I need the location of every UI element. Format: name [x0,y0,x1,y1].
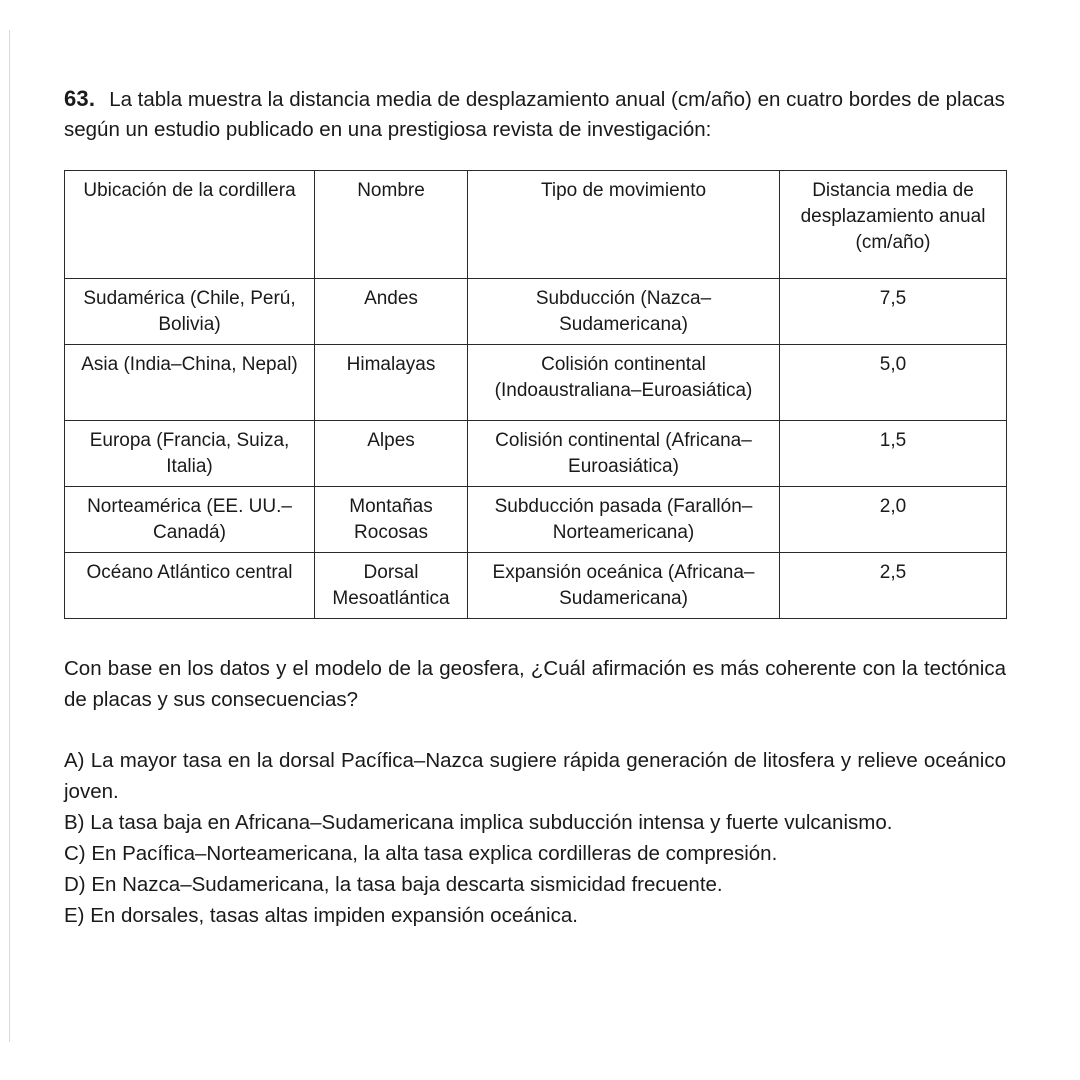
option-d[interactable]: D) En Nazca–Sudamericana, la tasa baja descarta sismicidad frecuente. [64,873,723,896]
table-row [65,279,1007,345]
left-margin-rule [9,30,10,1042]
page-content [64,0,1006,931]
column-header-nombre: Nombre [315,171,468,279]
question-stem-text: La tabla muestra la distancia media de desplazamiento anual (cm/año) en cuatro bordes de placas según un estudio publicado en una prestigiosa revista de investigación: [64,88,1005,141]
column-header-ubicacion: Ubicación de la cordillera [65,171,315,279]
cell-distancia: 2,5 [780,553,1007,619]
column-header-movimiento: Tipo de movimiento [468,171,780,279]
column-header-distancia: Distancia media de desplazamiento anual (cm/año) [780,171,1007,279]
answer-options [64,745,1006,931]
option-c[interactable]: C) En Pacífica–Norteamericana, la alta tasa explica cordilleras de compresión. [64,842,778,865]
cell-ubicacion: Norteamérica (EE. UU.–Canadá) [65,487,315,553]
cell-ubicacion: Europa (Francia, Suiza, Italia) [65,421,315,487]
cell-movimiento: Subducción pasada (Farallón–Norteamericana) [468,487,780,553]
cell-distancia: 2,0 [780,487,1007,553]
cell-nombre: Montañas Rocosas [315,487,468,553]
option-a[interactable]: A) La mayor tasa en la dorsal Pacífica–Nazca sugiere rápida generación de litosfera y relieve oceánico joven. [64,749,1006,803]
cell-ubicacion: Sudamérica (Chile, Perú, Bolivia) [65,279,315,345]
question-number: 63. [64,86,96,111]
cell-movimiento: Subducción (Nazca–Sudamericana) [468,279,780,345]
cell-movimiento: Expansión oceánica (Africana–Sudamericana) [468,553,780,619]
cell-distancia: 7,5 [780,279,1007,345]
table-header-row [65,171,1007,279]
cell-nombre: Andes [315,279,468,345]
cell-nombre: Himalayas [315,345,468,421]
cell-nombre: Alpes [315,421,468,487]
cell-ubicacion: Asia (India–China, Nepal) [65,345,315,421]
cell-movimiento: Colisión continental (Indoaustraliana–Euroasiática) [468,345,780,421]
table-row [65,421,1007,487]
option-b[interactable]: B) La tasa baja en Africana–Sudamericana implica subducción intensa y fuerte vulcanismo. [64,811,893,834]
cell-ubicacion: Océano Atlántico central [65,553,315,619]
question-prompt: Con base en los datos y el modelo de la geosfera, ¿Cuál afirmación es más coherente con la tectónica de placas y sus consecuencias? [64,657,1006,711]
table-row [65,553,1007,619]
question-stem [64,84,1006,145]
option-e[interactable]: E) En dorsales, tasas altas impiden expansión oceánica. [64,904,578,927]
table-row [65,487,1007,553]
cell-nombre: Dorsal Mesoatlántica [315,553,468,619]
cell-distancia: 5,0 [780,345,1007,421]
table-row [65,345,1007,421]
plate-boundaries-table [64,170,1007,619]
cell-distancia: 1,5 [780,421,1007,487]
cell-movimiento: Colisión continental (Africana–Euroasiática) [468,421,780,487]
